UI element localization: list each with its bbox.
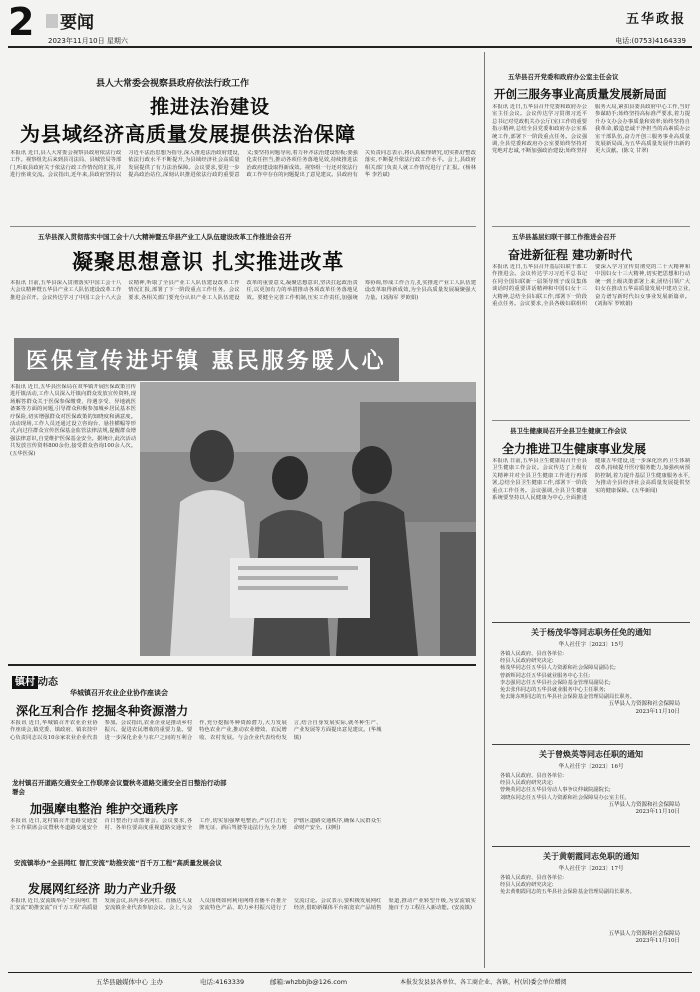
a4-title: 奋进新征程 建功新时代: [508, 248, 633, 262]
a4-kicker: 五华县基层妇联干部工作推进会召开: [512, 233, 616, 241]
footer-rule: [8, 972, 692, 973]
header-accent-bar: [46, 14, 58, 28]
notice-1-date: 2023年11月10日: [635, 708, 680, 715]
page-number: 2: [8, 0, 35, 44]
notice-3-org: 五华县人力资源和社会保障局: [608, 930, 680, 937]
footer-email: 邮箱:whzbbjb@126.com: [270, 978, 348, 986]
photo-banner: 医保宣传进圩镇 惠民服务暖人心: [14, 338, 399, 381]
a1-title-line2: 为县域经济高质量发展提供法治保障: [20, 122, 356, 146]
footer-phone: 电话:4163339: [200, 978, 245, 986]
notice-1-line: 各镇人民政府、县直各单位:: [500, 651, 564, 657]
notice-1-line: 杨茂华同志任五华县人力资源和社会保障局副局长;: [500, 665, 616, 672]
a1-body: 本报讯 近日,县人大常委会视察县政府依法行政工作。视察组先后来到县司法局、县城管局等部门,听取县政府关于依法行政工作情况的汇报,并进行座谈交流。会议指出,近年来,县政府坚持以习近平法治思想为指导,深入推进法治政府建设,依法行政水平不断提升,为县域经济社会高质量发展提供了有力法治保障。会议要求,要进一步提高政治站位,深刻认识推进依法行政的重要意义;要坚持问题导向,着力补齐法治建设短板;要强化责任担当,推动各项任务落地见效,持续推进法治政府建设取得新成效。视察组一行还对依法行政工作中存在的问题提出了意见建议。县政府有关负责同志表示,将认真梳理研究,切实抓好整改落实,不断提升依法行政工作水平。会上,县政府相关部门负责人就工作情况进行了汇报。(杨林华 李若斌): [10, 150, 476, 179]
a8-kicker: 安流镇举办“全县网红 智汇安流”助推安流“百千万工程”高质量发展会议: [14, 859, 222, 867]
notice-2-org: 五华县人力资源和社会保障局: [608, 801, 680, 808]
notice-1-line: 免去陈东明同志的五华县社会保险基金管理局副局长职务。: [500, 694, 635, 701]
a8-body: 本报讯 近日,安流镇举办“全县网红 智汇安流”助推安流“百千万工程”高质量发展会议,县内多名网红、直播达人及安流镇企业代表参加会议。会上,与会人员围绕如何利用网络直播平台推介安流特色产品、助力乡村振兴进行了交流讨论。会议表示,要积极发展网红经济,借助新媒体平台拓宽农产品销售渠道,推动产业转型升级,为安流镇实施百千万工程注入新动能。(安流镇): [10, 898, 476, 912]
a2-kicker: 五华县召开党委和政府办公室主任会议: [508, 73, 619, 81]
notice-1-line: 经县人民政府研究决定:: [500, 658, 554, 665]
notice-2-title: 关于曾焕英等同志任职的通知: [539, 750, 643, 759]
newspaper-brand: 五华政报: [625, 12, 686, 27]
a7-kicker: 龙村镇召开道路交通安全工作联席会议暨秋冬道路交通安全百日整治行动部署会: [12, 779, 227, 796]
a6-body: 本报讯 近日,华城镇召开农业企业协作座谈会,镇党委、镇政府、镇农技中心负责同志以及10余家农业企业代表参加。会议指出,农业企业是推动乡村振兴、促进农民增收的重要力量。要进一步深化企业与农户之间的互利合作,充分挖掘冬种资源潜力,大力发展特色农业产业,推动农业增效、农民增收、农村发展。与会企业代表纷纷发言,结合自身发展实际,就冬种生产、产业发展等方面提出意见建议。(华城镇): [10, 720, 382, 741]
news-photo-illustration: [140, 382, 476, 656]
notice-1-title: 关于杨茂华等同志职务任免的通知: [531, 628, 651, 637]
header-rule: [8, 46, 692, 48]
notice-3: [492, 846, 690, 968]
notice-2-number: 华人社任字〔2023〕16号: [558, 764, 624, 770]
a6-kicker: 华城镇召开农业企业协作座谈会: [70, 689, 168, 697]
notice-2: [492, 744, 690, 836]
notice-1-number: 华人社任字〔2023〕15号: [558, 642, 624, 648]
issue-date: 2023年11月10日 星期六: [48, 37, 128, 45]
notice-1-line: 李志强同志任五华县社会保险基金管理局副局长;: [500, 679, 611, 686]
a4-body: 本报讯 近日,五华县召开基层妇联干部工作推进会。会议传达学习习近平总书记在同全国妇联新一届领导班子成员集体谈话时的重要讲话精神和中国妇女十三大精神,总结全县妇联工作,部署下一阶段重点任务。会议要求,全县各级妇联组织要深入学习宣传贯彻党的二十大精神和中国妇女十三大精神,切实把思想和行动统一到上级决策部署上来,团结引领广大妇女在推动五华高质量发展中建功立业,奋力谱写新时代妇女事业发展新篇章。(刘海军 罗欧娟): [492, 264, 690, 308]
a6-title: 深化互利合作 挖掘冬种资源潜力: [16, 704, 189, 718]
a1-title-line1: 推进法治建设: [150, 96, 271, 118]
a1-kicker: 县人大常委会视察县政府依法行政工作: [96, 79, 250, 89]
photo-story-body: 本报讯 近日,五华县医保局在双华镇开展医保政策宣传进圩镇活动,工作人员深入圩镇向群众发放宣传资料,现场解答群众关于医保参保缴费、待遇享受、异地就医备案等方面的问题,引导群众积极参加城乡居民基本医疗保险,切实增强群众对医保政策的知晓度和满意度。活动现场,工作人员还通过设立咨询台、悬挂横幅等形式,向过往群众宣传医保基金监管法律法规,提醒群众增强法律意识,自觉维护医保基金安全。据统计,此次活动共发放宣传资料800余份,接受群众咨询100余人次。(五华医保): [10, 384, 136, 457]
a3-kicker: 五华县深入贯彻落实中国工会十八大精神暨五华县产业工人队伍建设改革工作推进会召开: [38, 233, 292, 241]
section-title: 要闻: [60, 13, 94, 33]
a5-kicker: 县卫生健康局召开全县卫生健康工作会议: [510, 427, 627, 435]
a2-body: 本报讯 近日,五华县召开党委和政府办公室主任会议。会议传达学习贯彻习近平总书记对党政机关办公厅(室)工作的重要指示精神,总结全县党委和政府办公室系统工作,部署下一阶段重点任务。会议强调,全县党委和政府办公室要始终坚持对党绝对忠诚,不断加强政治建设;始终坚持服务大局,紧扣县委县政府中心工作,当好参谋助手;始终坚持高标准严要求,着力提升办文办会办事质量和效率;始终坚持自我革命,锻造忠诚干净担当的高素质办公室干部队伍,奋力开创三服务事业高质量发展新局面,为五华高质量发展作出新的更大贡献。(陈文 甘翠): [492, 104, 690, 155]
notice-3-title: 关于黄朝霞同志免职的通知: [543, 852, 639, 861]
notice-3-line: 各镇人民政府、县直各单位:: [500, 875, 564, 881]
a5-title: 全力推进卫生健康事业发展: [502, 442, 647, 456]
footer-note: 本报发发县县各单位、各工商企业、各镇、村(居)委会单位赠阅: [400, 979, 567, 986]
header-phone: 电话:(0753)4164339: [615, 37, 686, 45]
news-photo: [140, 382, 476, 656]
dynamics-label-tail: 动态: [38, 677, 58, 688]
a7-title: 加强摩电整治 维护交通秩序: [30, 802, 179, 816]
a3-title: 凝聚思想意识 扎实推进改革: [72, 250, 345, 274]
notice-3-date: 2023年11月10日: [635, 938, 680, 945]
dynamics-badge: 镇村: [12, 676, 38, 689]
dynamics-rule: [8, 664, 476, 666]
notice-1-line: 免去张伟同志的五华县就业服务中心主任职务;: [500, 687, 606, 694]
a7-body: 本报讯 近日,龙村镇召开道路交通安全工作联席会议暨秋冬道路交通安全百日整治行动部署会。会议要求,各村、各单位要高度重视道路交通安全工作,切实加强摩电整治,严厉打击无牌无证、酒后驾驶等违法行为,全力维护辖区道路交通秩序,确保人民群众生命财产安全。(刘明): [10, 818, 382, 832]
notice-3-line: 免去黄朝霞同志的五华县社会保险基金管理局副局长职务。: [500, 889, 635, 896]
notice-3-line: 经县人民政府研究决定:: [500, 882, 554, 889]
notice-1: [492, 622, 690, 734]
notice-1-org: 五华县人力资源和社会保障局: [608, 701, 680, 708]
a8-title: 发展网红经济 助力产业升级: [28, 882, 177, 896]
notice-3-number: 华人社任字〔2023〕17号: [558, 866, 624, 872]
a2-title: 开创三服务事业高质量发展新局面: [494, 87, 667, 101]
footer-org: 五华县融媒体中心 主办: [96, 978, 164, 986]
column-divider: [484, 52, 485, 660]
notice-2-line: 刘晓东同志任五华县人力资源和社会保障局办公室主任。: [500, 794, 630, 801]
notice-2-line: 经县人民政府研究决定:: [500, 780, 554, 787]
a5-body: 本报讯 日前,五华县卫生健康局召开全县卫生健康工作会议。会议传达了上级有关精神并对全县卫生健康工作进行再部署,总结全县卫生健康工作,部署下一阶段重点工作任务。会议强调,全县卫生健康系统要坚持以人民健康为中心,全面推进健康五华建设,进一步深化医药卫生体制改革,持续提升医疗服务能力,加强疾病预防控制,着力提升基层卫生健康服务水平,为推动全县经济社会高质量发展提供坚实的健康保障。(五华新闻): [492, 458, 690, 502]
notice-2-line: 曾焕英同志任五华县劳动人事争议仲裁院副院长;: [500, 787, 611, 794]
a3-body: 本报讯 日前,五华县深入贯彻落实中国工会十八大会议精神暨五华县产业工人队伍建设改革工作推进会召开。会议传达学习了中国工会十八大会议精神,听取了全县产业工人队伍建设改革工作情况汇报,部署了下一阶段重点工作任务。会议要求,各相关部门要充分认识产业工人队伍建设改革的重要意义,凝聚思想意识,坚决扛起政治责任,以更加有力的举措推动各项改革任务落地见效。要健全完善工作机制,压实工作责任,加强统筹协调,形成工作合力,扎实推进产业工人队伍建设改革取得新成效,为全县高质量发展凝聚强大力量。(刘海军 罗欧娟): [10, 280, 476, 301]
notice-1-line: 曾新辉同志任五华县就业服务中心主任;: [500, 672, 590, 679]
dynamics-label: [12, 670, 58, 689]
notice-2-line: 各镇人民政府、县直各单位:: [500, 773, 564, 779]
notice-2-date: 2023年11月10日: [635, 809, 680, 816]
